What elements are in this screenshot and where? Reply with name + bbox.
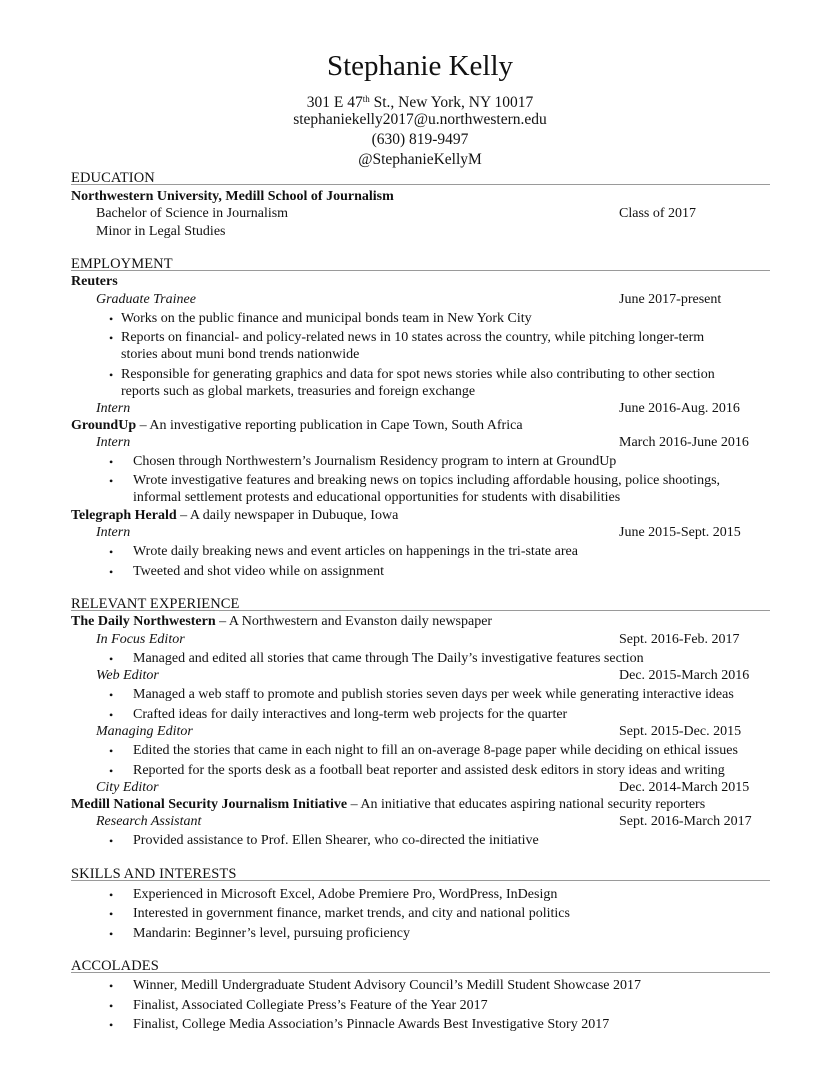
bullet: •	[109, 368, 114, 382]
accolade-item: Winner, Medill Undergraduate Student Advisory Council’s Medill Student Showcase 2017	[133, 978, 641, 993]
job-bullet: Provided assistance to Prof. Ellen Shearer, who co-directed the initiative	[133, 833, 539, 848]
bullet: •	[109, 979, 114, 993]
job-dates: March 2016-June 2016	[619, 435, 749, 450]
section-divider	[71, 610, 770, 611]
section-heading-employment: EMPLOYMENT	[71, 256, 173, 272]
job-bullet-continued: stories about muni bond trends nationwide	[121, 347, 360, 362]
job-dates: June 2015-Sept. 2015	[619, 525, 741, 540]
bullet: •	[109, 331, 114, 345]
section-heading-relevant-experience: RELEVANT EXPERIENCE	[71, 596, 240, 612]
employer-name: The Daily Northwestern	[71, 614, 216, 629]
section-heading-skills: SKILLS AND INTERESTS	[71, 866, 237, 882]
bullet: •	[109, 474, 114, 488]
job-bullet: Crafted ideas for daily interactives and long-term web projects for the quarter	[133, 707, 568, 722]
job-title: City Editor	[96, 780, 159, 795]
employer-description: – A daily newspaper in Dubuque, Iowa	[176, 508, 399, 523]
job-title: Research Assistant	[96, 814, 202, 829]
email[interactable]: stephaniekelly2017@u.northwestern.edu	[293, 111, 547, 128]
employer-line	[71, 796, 705, 814]
skill-item: Experienced in Microsoft Excel, Adobe Premiere Pro, WordPress, InDesign	[133, 887, 558, 902]
employer-line	[71, 417, 523, 435]
job-bullet: Managed a web staff to promote and publish stories seven days per week while generating interactive ideas	[133, 687, 734, 702]
section-heading-accolades: ACCOLADES	[71, 958, 159, 974]
job-dates: Dec. 2014-March 2015	[619, 780, 750, 795]
job-title: Intern	[96, 525, 131, 540]
bullet: •	[109, 834, 114, 848]
bullet: •	[109, 927, 114, 941]
section-heading-education: EDUCATION	[71, 170, 155, 186]
job-title: Web Editor	[96, 668, 159, 683]
employer-description: – An initiative that educates aspiring national security reporters	[347, 797, 706, 812]
job-title: Intern	[96, 401, 131, 416]
phone: (630) 819-9497	[371, 131, 469, 148]
job-dates: Dec. 2015-March 2016	[619, 668, 750, 683]
employer-line	[71, 613, 492, 631]
job-bullet: Wrote daily breaking news and event articles on happenings in the tri-state area	[133, 544, 578, 559]
bullet: •	[109, 545, 114, 559]
bullet: •	[109, 764, 114, 778]
job-dates: June 2016-Aug. 2016	[619, 401, 740, 416]
employer-name: Medill National Security Journalism Initiative	[71, 797, 348, 812]
job-dates: Sept. 2015-Dec. 2015	[619, 724, 742, 739]
bullet: •	[109, 708, 114, 722]
job-bullet: Managed and edited all stories that came through The Daily’s investigative features section	[133, 651, 644, 666]
accolade-item: Finalist, College Media Association’s Pinnacle Awards Best Investigative Story 2017	[133, 1017, 610, 1032]
job-bullet: Responsible for generating graphics and data for spot news stories while also contributing to other section	[121, 367, 715, 382]
section-divider	[71, 184, 770, 185]
bullet: •	[109, 312, 114, 326]
job-bullet: Reported for the sports desk as a football beat reporter and assisted desk editors in story ideas and writing	[133, 763, 725, 778]
job-bullet: Edited the stories that came in each night to fill an on-average 8-page paper while deciding on ethical issues	[133, 743, 738, 758]
section-divider	[71, 270, 770, 271]
skill-item: Interested in government finance, market trends, and city and national politics	[133, 906, 570, 921]
job-title: Managing Editor	[96, 724, 193, 739]
job-bullet-continued: reports such as global markets, treasuries and foreign exchange	[121, 384, 476, 399]
employer-description: – A Northwestern and Evanston daily newspaper	[215, 614, 493, 629]
bullet: •	[109, 688, 114, 702]
job-bullet: Chosen through Northwestern’s Journalism Residency program to intern at GroundUp	[133, 454, 617, 469]
bullet: •	[109, 888, 114, 902]
accolade-item: Finalist, Associated Collegiate Press’s Feature of the Year 2017	[133, 998, 488, 1013]
employer-description: – An investigative reporting publication in Cape Town, South Africa	[136, 418, 523, 433]
bullet: •	[109, 744, 114, 758]
job-title: Graduate Trainee	[96, 292, 196, 307]
bullet: •	[109, 455, 114, 469]
employer-name: Telegraph Herald	[71, 508, 177, 523]
school-name: Northwestern University, Medill School of Journalism	[71, 189, 394, 204]
skill-item: Mandarin: Beginner’s level, pursuing proficiency	[133, 926, 410, 941]
employer-name: Reuters	[71, 274, 118, 289]
bullet: •	[109, 907, 114, 921]
bullet: •	[109, 999, 114, 1013]
social-handle: @StephanieKellyM	[358, 151, 482, 168]
job-title: Intern	[96, 435, 131, 450]
bullet: •	[109, 1018, 114, 1032]
job-dates: Sept. 2016-March 2017	[619, 814, 752, 829]
section-divider	[71, 880, 770, 881]
job-bullet: Wrote investigative features and breaking news on topics including affordable housing, police shootings,	[133, 473, 721, 488]
job-bullet: Works on the public finance and municipal bonds team in New York City	[121, 311, 532, 326]
job-title: In Focus Editor	[96, 632, 185, 647]
bullet: •	[109, 652, 114, 666]
employer-name: GroundUp	[71, 418, 137, 433]
job-dates: June 2017-present	[619, 292, 722, 307]
job-dates: Sept. 2016-Feb. 2017	[619, 632, 740, 647]
graduation-date: Class of 2017	[619, 206, 696, 221]
employer-line	[71, 507, 398, 525]
applicant-name: Stephanie Kelly	[326, 50, 514, 82]
bullet: •	[109, 565, 114, 579]
job-bullet-continued: informal settlement protests and educational opportunities for students with disabilities	[133, 490, 621, 505]
minor: Minor in Legal Studies	[96, 224, 226, 239]
address: 301 E 47th St., New York, NY 10017	[306, 94, 534, 111]
degree: Bachelor of Science in Journalism	[96, 206, 289, 221]
job-bullet: Tweeted and shot video while on assignment	[133, 564, 384, 579]
section-divider	[71, 972, 770, 973]
job-bullet: Reports on financial- and policy-related news in 10 states across the country, while pitching longer-term	[121, 330, 705, 345]
